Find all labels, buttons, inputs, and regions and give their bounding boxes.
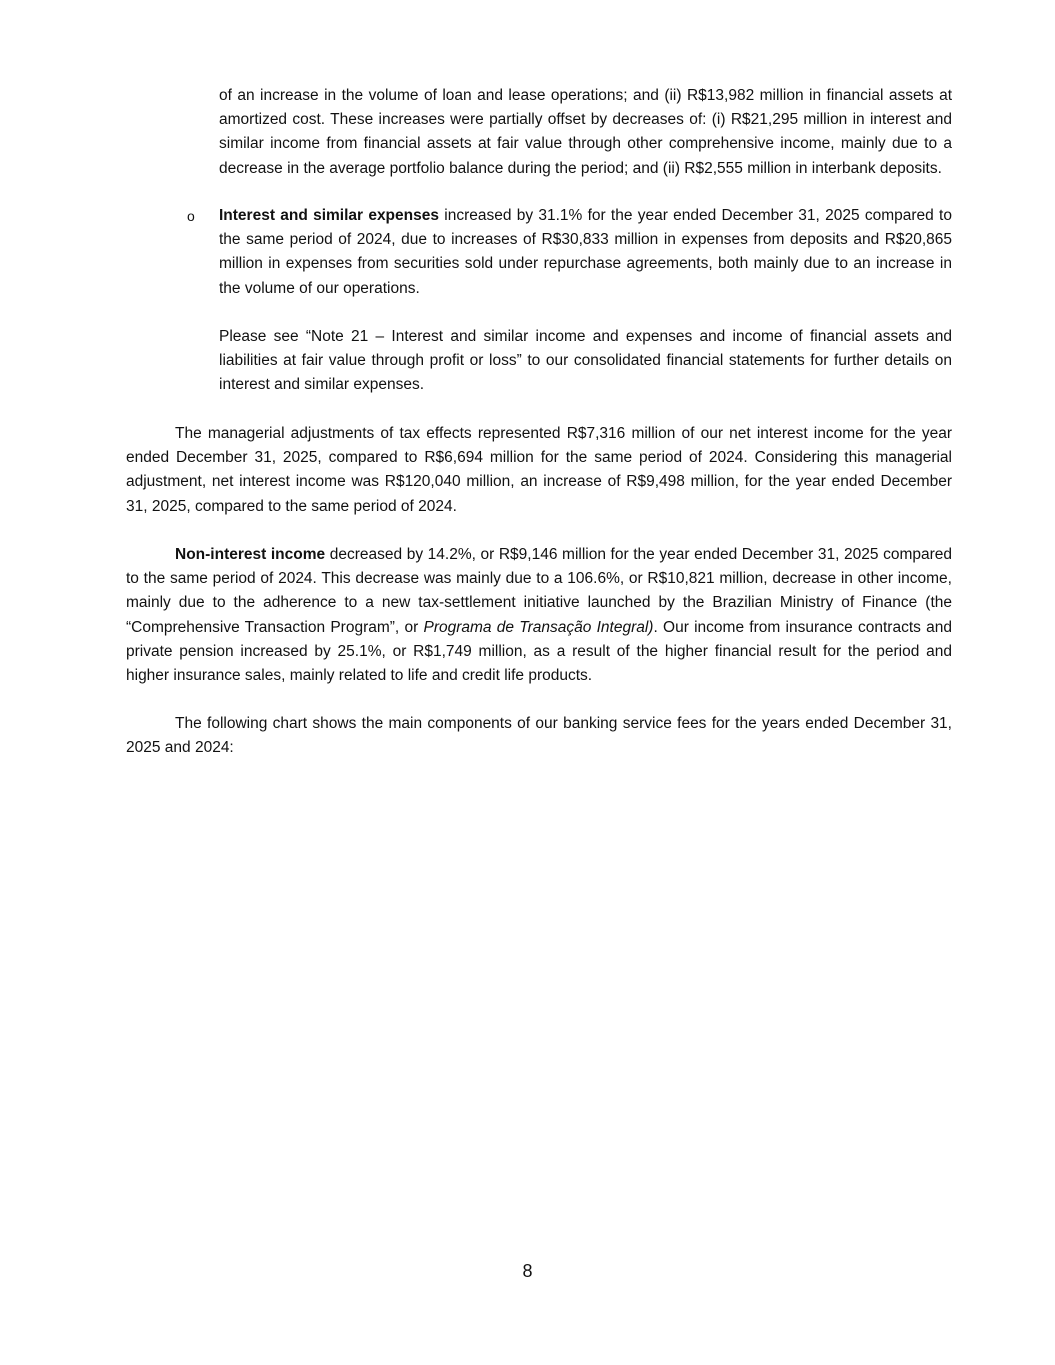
non-interest-income-text-before: decreased by 14.2%, or R$9,146 million for the year ended December 31, 2025 compared to the same period of 2024. This decrease was mainly due to a 106.6%, or R$10,821 million, decrease in other income, mainly due to the adherence to a new tax-settlement initiative launched by the Brazilian Ministry of Finance (the “Comprehensive Transaction Program”, or (126, 546, 953, 636)
program-name-italic: Programa de Transação Integral) (423, 618, 654, 636)
tax-effects-paragraph: The managerial adjustments of tax effects represented R$7,316 million of our net interest income for the year ended December 31, 2025, compared to R$6,694 million for the same period of 2024. Considering this managerial adjustment, net interest income was R$120,040 million, an increase of R$9,498 million, for the year ended December 31, 2025, compared to the same period of 2024. (126, 425, 952, 515)
page-number: 8 (522, 1261, 533, 1281)
bullet-paragraph (219, 204, 952, 301)
interest-expenses-term: Interest and similar expenses (219, 207, 439, 224)
chart-intro-paragraph: The following chart shows the main components of our banking service fees for the years ended December 31, 2025 and 2024: (126, 715, 952, 757)
non-interest-income-paragraph (126, 543, 952, 688)
continued-paragraph: of an increase in the volume of loan and lease operations; and (ii) R$13,982 million in financial assets at amortized cost. These increases were partially offset by decreases of: (i) R$21,295 million in interest and similar income from financial assets at fair value through other comprehensive income, mainly due to a decrease in the average portfolio balance during the period; and (ii) R$2,555 million in interbank deposits. (219, 87, 952, 177)
non-interest-income-text-after: . Our income from insurance contracts and private pension increased by 25.1%, or R$1,749 million, as a result of the higher financial result for the period and higher insurance sales, mainly related to life and credit life products. (126, 618, 952, 685)
non-interest-income-term: Non-interest income (175, 546, 326, 563)
interest-expenses-description: increased by 31.1% for the year ended December 31, 2025 compared to the same period of 2024, due to increases of R$30,833 million in expenses from deposits and R$20,865 million in expenses from securities sold under repurchase agreements, both mainly due to an increase in the volume of our operations. (219, 207, 952, 297)
note-reference-paragraph: Please see “Note 21 – Interest and similar income and expenses and income of financial assets and liabilities at fair value through profit or loss” to our consolidated financial statements for further details on interest and similar expenses. (219, 328, 952, 394)
bullet-marker: o (187, 208, 195, 224)
